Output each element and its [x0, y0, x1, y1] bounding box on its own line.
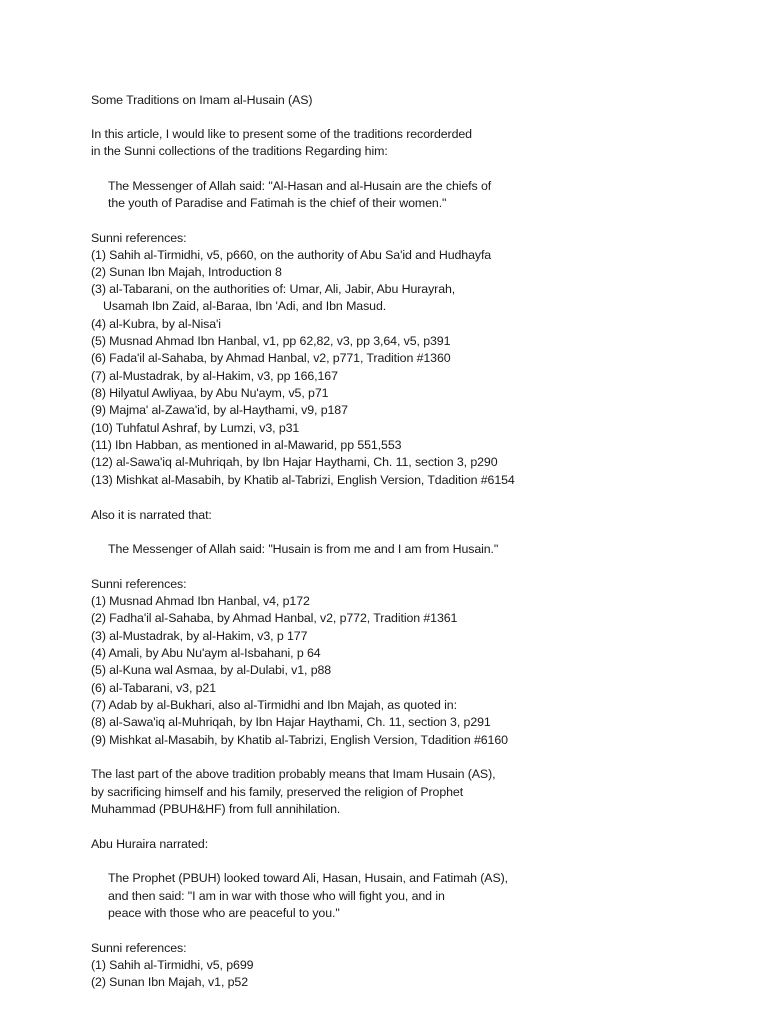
document-title: Some Traditions on Imam al-Husain (AS): [91, 93, 313, 107]
reference-item: (1) Sahih al-Tirmidhi, v5, p699: [91, 958, 254, 972]
reference-item: (4) al-Kubra, by al-Nisa'i: [91, 317, 221, 331]
reference-item: (2) Sunan Ibn Majah, Introduction 8: [91, 265, 282, 279]
reference-item: (9) Mishkat al-Masabih, by Khatib al-Tabrizi, English Version, Tdadition #6160: [91, 733, 508, 747]
quote-line: the youth of Paradise and Fatimah is the chief of their women.": [108, 196, 447, 210]
quote-line: and then said: "I am in war with those who will fight you, and in: [108, 889, 445, 903]
quote-line: peace with those who are peaceful to you.": [108, 906, 340, 920]
reference-item: (5) al-Kuna wal Asmaa, by al-Dulabi, v1, p88: [91, 663, 332, 677]
reference-item: (3) al-Mustadrak, by al-Hakim, v3, p 177: [91, 629, 308, 643]
reference-item: (12) al-Sawa'iq al-Muhriqah, by Ibn Hajar Haythami, Ch. 11, section 3, p290: [91, 455, 498, 469]
reference-item: (13) Mishkat al-Masabih, by Khatib al-Tabrizi, English Version, Tdadition #6154: [91, 473, 515, 487]
reference-item: (1) Sahih al-Tirmidhi, v5, p660, on the authority of Abu Sa'id and Hudhayfa: [91, 248, 492, 262]
quote-line: The Messenger of Allah said: "Husain is from me and I am from Husain.": [108, 542, 499, 556]
reference-item: (8) al-Sawa'iq al-Muhriqah, by Ibn Hajar Haythami, Ch. 11, section 3, p291: [91, 715, 491, 729]
reference-item: (2) Sunan Ibn Majah, v1, p52: [91, 975, 249, 989]
reference-item: (9) Majma' al-Zawa'id, by al-Haythami, v9, p187: [91, 403, 348, 417]
commentary-line: by sacrificing himself and his family, preserved the religion of Prophet: [91, 785, 464, 799]
reference-item: (10) Tuhfatul Ashraf, by Lumzi, v3, p31: [91, 421, 300, 435]
reference-item: (5) Musnad Ahmad Ibn Hanbal, v1, pp 62,82, v3, pp 3,64, v5, p391: [91, 334, 451, 348]
reference-item: (8) Hilyatul Awliyaa, by Abu Nu'aym, v5, p71: [91, 386, 329, 400]
reference-item: (11) Ibn Habban, as mentioned in al-Mawarid, pp 551,553: [91, 438, 402, 452]
quote-line: The Prophet (PBUH) looked toward Ali, Hasan, Husain, and Fatimah (AS),: [108, 871, 509, 885]
intro-line: In this article, I would like to present some of the traditions recorderded: [91, 127, 472, 141]
section-lead: Abu Huraira narrated:: [91, 837, 209, 851]
reference-item: (1) Musnad Ahmad Ibn Hanbal, v4, p172: [91, 594, 310, 608]
references-heading: Sunni references:: [91, 577, 187, 591]
reference-item: (3) al-Tabarani, on the authorities of: Umar, Ali, Jabir, Abu Hurayrah,: [91, 282, 456, 296]
reference-item: (7) Adab by al-Bukhari, also al-Tirmidhi and Ibn Majah, as quoted in:: [91, 698, 457, 712]
reference-item-continuation: Usamah Ibn Zaid, al-Baraa, Ibn 'Adi, and Ibn Masud.: [103, 299, 387, 313]
reference-item: (7) al-Mustadrak, by al-Hakim, v3, pp 166,167: [91, 369, 338, 383]
reference-item: (2) Fadha'il al-Sahaba, by Ahmad Hanbal, v2, p772, Tradition #1361: [91, 611, 458, 625]
section-lead: Also it is narrated that:: [91, 508, 212, 522]
references-heading: Sunni references:: [91, 231, 187, 245]
reference-item: (4) Amali, by Abu Nu'aym al-Isbahani, p 64: [91, 646, 321, 660]
intro-line: in the Sunni collections of the traditions Regarding him:: [91, 144, 388, 158]
reference-item: (6) al-Tabarani, v3, p21: [91, 681, 217, 695]
commentary-line: Muhammad (PBUH&HF) from full annihilation.: [91, 802, 341, 816]
commentary-line: The last part of the above tradition probably means that Imam Husain (AS),: [91, 767, 496, 781]
quote-line: The Messenger of Allah said: "Al-Hasan and al-Husain are the chiefs of: [108, 179, 492, 193]
references-heading: Sunni references:: [91, 941, 187, 955]
reference-item: (6) Fada'il al-Sahaba, by Ahmad Hanbal, v2, p771, Tradition #1360: [91, 351, 451, 365]
